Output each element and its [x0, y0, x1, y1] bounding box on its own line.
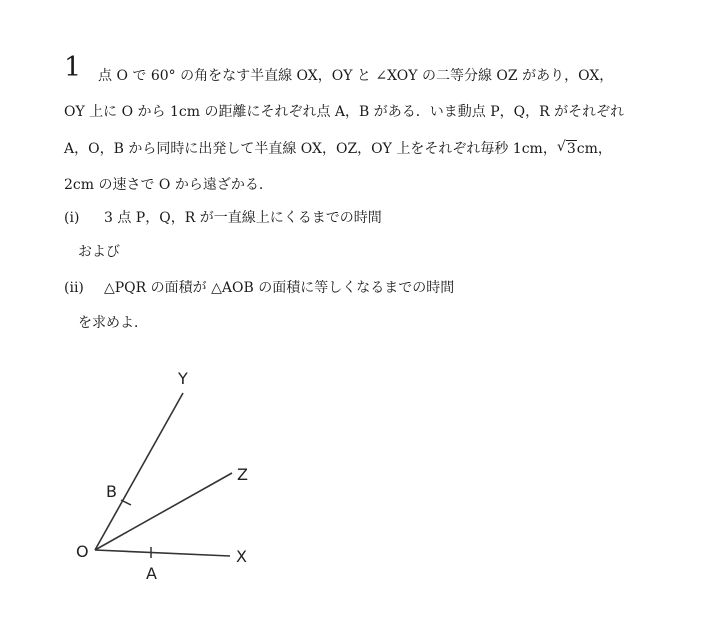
- ray-ox: [95, 550, 230, 556]
- label-o: O: [76, 542, 89, 561]
- problem-text-line-1: 点 O で 60° の角をなす半直線 OX，OY と ∠XOY の二等分線 OZ があり，OX，: [98, 68, 614, 84]
- line-3-text: A，O，B から同時に出発して半直線 OX，OZ，OY 上をそれぞれ毎秒 1cm，: [64, 141, 557, 157]
- connector-text: および: [78, 244, 120, 260]
- problem-text-line-4: 2cm の速さで O から遠ざかる．: [64, 177, 273, 193]
- geometry-figure: [70, 355, 290, 595]
- item-1-label: (i): [64, 210, 80, 226]
- problem-text-line-2: OY 上に O から 1cm の距離にそれぞれ点 A，B がある．いま動点 P，Q，R がそれぞれ: [64, 104, 625, 120]
- label-a: A: [146, 564, 157, 583]
- radicand: 3: [566, 141, 576, 157]
- label-z: Z: [237, 465, 248, 484]
- label-x: X: [236, 547, 247, 566]
- item-1-text: 3 点 P，Q，R が一直線上にくるまでの時間: [104, 210, 382, 226]
- closing-text: を求めよ．: [78, 315, 148, 331]
- radical-sign: √: [556, 139, 566, 155]
- label-b: B: [106, 482, 117, 501]
- line-3-unit: cm，: [576, 141, 612, 157]
- problem-text-line-3: [64, 139, 612, 159]
- problem-number: 1: [64, 52, 82, 83]
- item-2-text: △PQR の面積が △AOB の面積に等しくなるまでの時間: [104, 280, 455, 296]
- question-item-1: [64, 208, 382, 228]
- label-y: Y: [178, 369, 188, 388]
- item-2-label: (ii): [64, 280, 84, 296]
- sqrt-three: [557, 139, 577, 159]
- question-item-2: [64, 278, 454, 298]
- ray-oy: [95, 393, 183, 550]
